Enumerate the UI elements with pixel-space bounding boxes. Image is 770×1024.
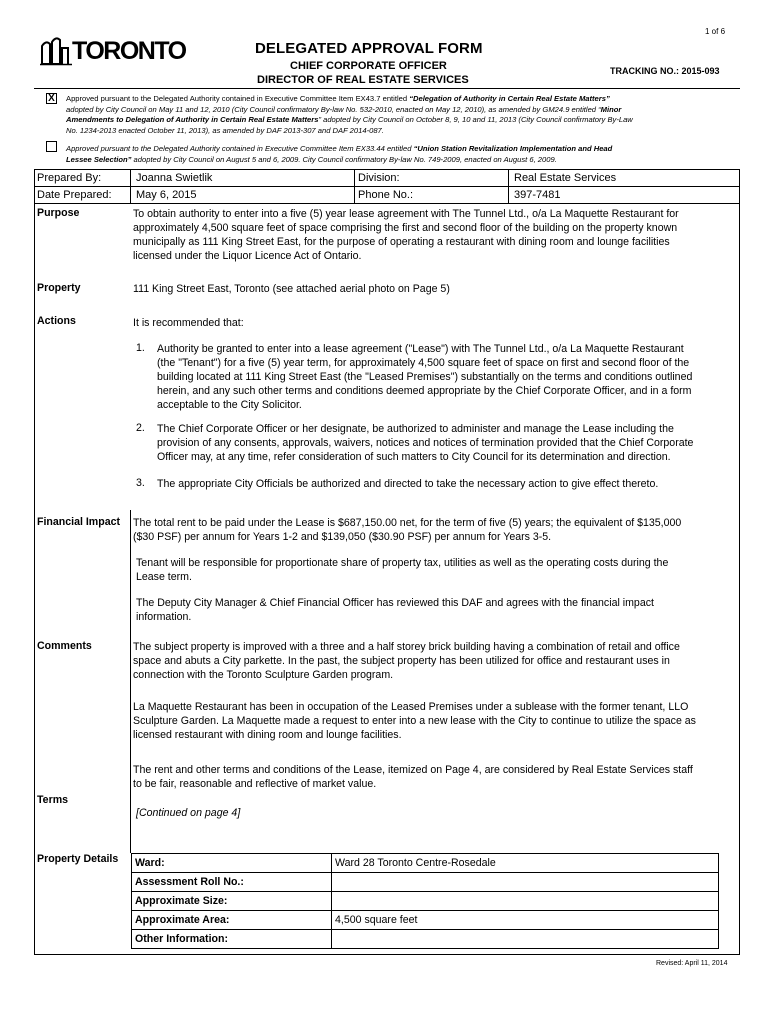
prepared-by-label: Prepared By:: [37, 172, 102, 184]
info-mid-border: [34, 186, 740, 187]
prepared-by-value: Joanna Swietlik: [136, 172, 213, 184]
approximate-size-value: [332, 892, 719, 911]
authority-checkbox-1[interactable]: X: [46, 93, 57, 104]
right-border: [739, 169, 740, 955]
division-value: Real Estate Services: [514, 172, 617, 184]
logo-text: TORONTO: [72, 37, 186, 65]
info-bottom-border: [34, 203, 740, 204]
assessment-roll-value: [332, 873, 719, 892]
actions-label: Actions: [37, 315, 76, 327]
purpose-text: To obtain authority to enter into a five (5) year lease agreement with The Tunnel Ltd., o/a La Maquette Restaurant for approximately 4,500 square feet of space comprising the first and second floor of the building on the property known municipally as 111 King Street East, for the purpose of operating a restaurant with dining room and lounge facilities licensed under the Liquor Licence Act of Ontario.: [133, 208, 679, 262]
property-text: 111 King Street East, Toronto (see attached aerial photo on Page 5): [133, 283, 450, 295]
table-row: [132, 873, 719, 892]
comments-text-1: The subject property is improved with a three and a half storey brick building having a combination of retail and office space and abuts a City parkette. In the past, the subject property has been utilized for office and restaurant uses in connection with the Toronto Sculpture Garden program.: [133, 641, 680, 681]
form-title: DELEGATED APPROVAL FORM: [255, 40, 483, 57]
info-divider-2: [354, 169, 355, 203]
financial-text-3: The Deputy City Manager & Chief Financial Officer has reviewed this DAF and agrees with the financial impact information.: [136, 597, 654, 623]
page-number: 1 of 6: [705, 27, 726, 36]
left-border: [34, 169, 35, 955]
phone-label: Phone No.:: [358, 189, 414, 201]
city-hall-icon: [40, 36, 72, 66]
date-prepared-label: Date Prepared:: [37, 189, 112, 201]
header-divider: [34, 88, 740, 89]
other-information-value: [332, 930, 719, 949]
table-row: [132, 854, 719, 873]
phone-value: 397-7481: [514, 189, 561, 201]
toronto-logo: [40, 36, 186, 66]
action-1-text: Authority be granted to enter into a lease agreement ("Lease") with The Tunnel Ltd., o/a La Maquette Restaurant (the "Tenant") for a five (5) year term, for approximately 4,500 square feet of space on first and second floor of the building located at 111 King Street East (the "Leased Premises") substantially on the terms and conditions outlined herein, and any such other terms and conditions deemed appropriate by the Chief Corporate Officer, and in a form acceptable to the City Solicitor.: [157, 343, 693, 411]
purpose-label: Purpose: [37, 207, 80, 219]
comments-text-2: La Maquette Restaurant has been in occupation of the Leased Premises under a sublease with the former tenant, LLO Sculpture Garden. La Maquette made a request to enter into a new lease with the City to continue to utilize the space as licensed restaurant with dining room and lounge facilities.: [133, 701, 696, 741]
date-prepared-value: May 6, 2015: [136, 189, 197, 201]
table-row: [132, 930, 719, 949]
revised-date: Revised: April 11, 2014: [656, 960, 728, 967]
tracking-number: TRACKING NO.: 2015-093: [610, 66, 720, 76]
comments-label: Comments: [37, 640, 92, 652]
action-3-text: The appropriate City Officials be authorized and directed to take the necessary action to give effect thereto.: [157, 478, 659, 490]
authority-text-2: Approved pursuant to the Delegated Authority contained in Executive Committee Item EX33.44 entitled “Union Station Revitalization Implementation and Head Lessee Selection” adopted by City Council on August 5 and 6, 2009. City Council confirmatory By-law No. 749-2009, enacted on August 6, 2009.: [66, 144, 613, 164]
approximate-size-label: Approximate Size:: [132, 892, 332, 911]
property-label: Property: [37, 282, 81, 294]
financial-impact-label: Financial Impact: [37, 516, 121, 528]
authority-checkbox-2[interactable]: [46, 141, 57, 152]
authority-text-1: Approved pursuant to the Delegated Authority contained in Executive Committee Item EX43.7 entitled “Delegation of Authority in Certain Real Estate Matters” adopted by City Council on May 11 and 12, 2010 (City Council confirmatory By-law No. 532-2010, enacted on May 12, 2010), as amended by GM24.9 entitled “Minor Amendments to Delegation of Authority in Certain Real Estate Matters” adopted by City Council on October 8, 9, 10 and 11, 2013 (City Council confirmatory By-Law No. 1234-2013 enacted October 11, 2013), as amended by DAF 2013-307 and DAF 2014-087.: [66, 94, 633, 135]
table-row: [132, 911, 719, 930]
approximate-area-value: 4,500 square feet: [332, 911, 719, 930]
financial-divider: [130, 510, 131, 640]
info-divider-1: [130, 169, 131, 203]
terms-label: Terms: [37, 794, 69, 806]
table-row: [132, 892, 719, 911]
assessment-roll-label: Assessment Roll No.:: [132, 873, 332, 892]
comments-text-3: The rent and other terms and conditions of the Lease, itemized on Page 4, are considered by Real Estate Services staff to be fair, reasonable and reflective of market value.: [133, 764, 693, 790]
form-subtitle-2: DIRECTOR OF REAL ESTATE SERVICES: [257, 74, 469, 86]
info-divider-3: [508, 169, 509, 203]
division-label: Division:: [358, 172, 400, 184]
ward-label: Ward:: [132, 854, 332, 873]
property-details-table: [131, 853, 719, 949]
bottom-border: [34, 954, 740, 955]
form-subtitle-1: CHIEF CORPORATE OFFICER: [290, 60, 447, 72]
terms-continued: [Continued on page 4]: [136, 807, 241, 819]
action-2-text: The Chief Corporate Officer or her designate, be authorized to administer and manage the Lease including the provision of any consents, approvals, waivers, notices and notices of termination provided that the Chief Corporate Officer may, at any time, refer consideration of such matters to City Council for its determination and direction.: [157, 423, 694, 463]
action-2-number: 2.: [136, 422, 145, 434]
approximate-area-label: Approximate Area:: [132, 911, 332, 930]
info-top-border: [34, 169, 740, 170]
financial-text-1: The total rent to be paid under the Lease is $687,150.00 net, for the term of five (5) years; the equivalent of $135,000 ($30 PSF) per annum for Years 1-2 and $139,050 ($30.90 PSF) per annum for Years 3-5.: [133, 517, 682, 543]
action-3-number: 3.: [136, 477, 145, 489]
actions-intro: It is recommended that:: [133, 317, 244, 329]
property-details-label: Property Details: [37, 853, 119, 865]
other-information-label: Other Information:: [132, 930, 332, 949]
comments-divider: [130, 640, 131, 853]
action-1-number: 1.: [136, 342, 145, 354]
ward-value: Ward 28 Toronto Centre-Rosedale: [332, 854, 719, 873]
financial-text-2: Tenant will be responsible for proportionate share of property tax, utilities as well as the operating costs during the Lease term.: [136, 557, 669, 583]
